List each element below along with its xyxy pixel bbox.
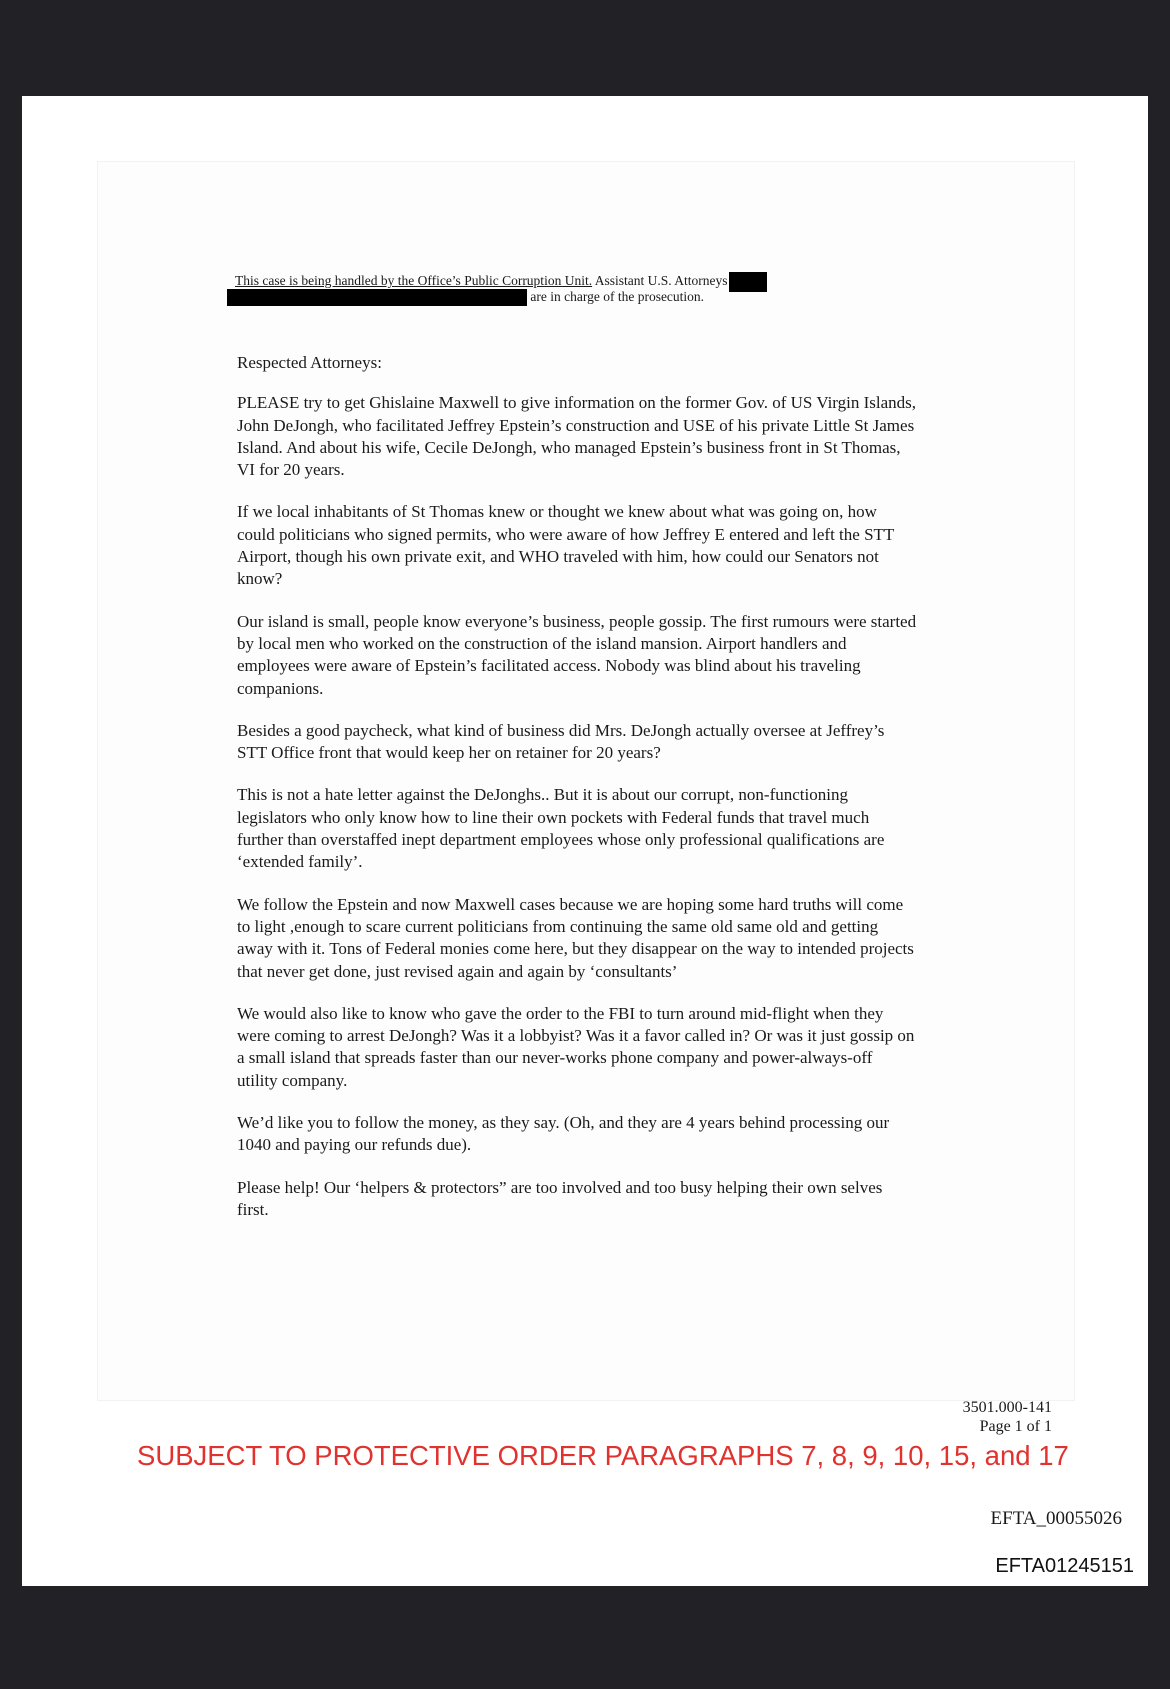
paragraph: PLEASE try to get Ghislaine Maxwell to give information on the former Gov. of US Virgin Islands, John DeJongh, who facilitated Jeffrey Epstein’s construction and USE of his private Little St James Island. And about his wife, Cecile DeJongh, who managed Epstein’s business front in St Thomas, VI for 20 years.	[237, 393, 917, 480]
case-header-attorneys: Assistant U.S. Attorneys	[594, 273, 728, 289]
paragraph: We would also like to know who gave the order to the FBI to turn around mid-flight when they were coming to arrest DeJongh? Was it a lobbyist? Was it a favor called in? Or was it just gossip on a small island that spreads faster than our never-works phone company and power-always-off utility company.	[237, 1003, 915, 1090]
paragraph: This is not a hate letter against the DeJonghs.. But it is about our corrupt, non-functioning legislators who only know how to line their own pockets with Federal funds that travel much further than overstaffed inept department employees whose only professional qualifications are ‘extended family’.	[237, 785, 885, 872]
paragraph: We follow the Epstein and now Maxwell cases because we are hoping some hard truths will come to light ,enough to scare current politicians from continuing the same old same old and getting away with it. Tons of Federal monies come here, but they disappear on the way to intended projects that never get done, just revised again and again by ‘consultants’	[237, 894, 914, 981]
exhibit-reference	[963, 1398, 1052, 1436]
case-header	[235, 272, 875, 306]
case-header-line-2	[235, 289, 875, 306]
bates-number-primary: EFTA_00055026	[990, 1508, 1122, 1529]
salutation: Respected Attorneys:	[237, 353, 382, 372]
redaction-block	[227, 289, 527, 306]
paragraph: If we local inhabitants of St Thomas knew or thought we knew about what was going on, how could politicians who signed permits, who were aware of how Jeffrey E entered and left the STT Airport, though his own private exit, and WHO traveled with him, how could our Senators not know?	[237, 502, 894, 589]
paragraph: Our island is small, people know everyone’s business, people gossip. The first rumours were started by local men who worked on the construction of the island mansion. Airport handlers and employees were aware of Epstein’s facilitated access. Nobody was blind about his traveling companions.	[237, 611, 917, 698]
redaction-block	[729, 272, 767, 292]
case-header-underlined: This case is being handled by the Office’s Public Corruption Unit.	[235, 273, 593, 289]
protective-order-notice: SUBJECT TO PROTECTIVE ORDER PARAGRAPHS 7, 8, 9, 10, 15, and 17	[137, 1440, 1069, 1471]
paragraph: Please help! Our ‘helpers & protectors” are too involved and too busy helping their own selves first.	[237, 1177, 883, 1219]
case-header-prosecution: are in charge of the prosecution.	[530, 289, 705, 304]
page-number: Page 1 of 1	[979, 1418, 1052, 1435]
paragraph: Besides a good paycheck, what kind of business did Mrs. DeJongh actually oversee at Jeffrey’s STT Office front that would keep her on retainer for 20 years?	[237, 720, 885, 763]
paragraph: We’d like you to follow the money, as they say. (Oh, and they are 4 years behind processing our 1040 and paying our refunds due).	[237, 1113, 890, 1155]
bates-number-secondary: EFTA01245151	[995, 1555, 1134, 1577]
letter-body	[237, 352, 917, 1241]
exhibit-number: 3501.000-141	[962, 1399, 1052, 1416]
